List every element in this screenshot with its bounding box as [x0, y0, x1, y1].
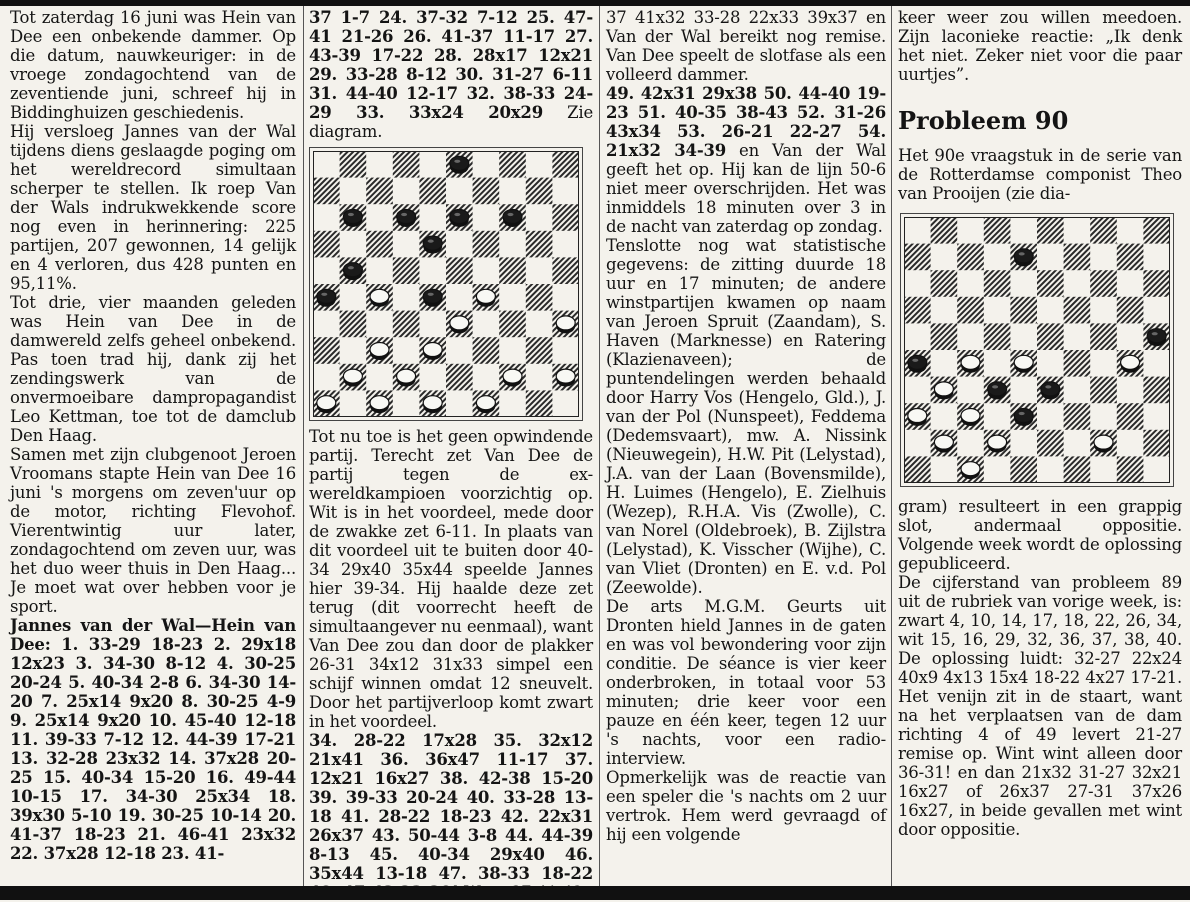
footer-rule: [0, 886, 1190, 900]
board-square: [1090, 323, 1117, 350]
problem-heading: Probleem 90: [898, 106, 1069, 135]
white-piece: [908, 409, 927, 427]
white-piece: [317, 396, 336, 414]
column-3: [606, 8, 886, 844]
board-square: [526, 178, 553, 205]
column-4: [898, 8, 1182, 839]
white-piece: [397, 369, 416, 387]
board-square: [1037, 270, 1064, 297]
board-square: [366, 231, 393, 258]
board-square: [1010, 456, 1037, 483]
diagram-reference: Zie diagram.: [309, 103, 594, 141]
black-piece: [503, 210, 522, 228]
board-square: [340, 151, 367, 178]
white-piece: [503, 369, 522, 387]
white-piece: [476, 396, 495, 414]
white-piece: [961, 355, 980, 373]
header-rule: [0, 0, 1190, 6]
white-piece: [343, 369, 362, 387]
board-square: [526, 390, 553, 417]
board-square: [957, 297, 984, 324]
white-piece: [1094, 435, 1113, 453]
board-square: [931, 217, 958, 244]
paragraph: Tot drie, vier maanden geleden was Hein van Dee in de damwereld zelfs geheel onbekend. Pas toen trad hij, dank zij het zendingswerk van de onvermoeibare dampropagandist Leo Kettman, toe tot de damclub Den Haag.: [10, 293, 296, 445]
black-piece: [1041, 382, 1060, 400]
paragraph: Opmerkelijk was de reactie van een speler die 's nachts om 2 uur vertrok. Hem werd gevraagd of hij een volgende: [606, 768, 886, 844]
white-piece: [961, 462, 980, 480]
board-square: [393, 257, 420, 284]
section-header-block: [40, 0, 180, 6]
game-notation: 34. 28-22 17x28 35. 32x12 21x41 36. 36x47 11-17 37. 12x21 16x27 38. 42-38 15-20 39. 39-33 20-24 40. 33-28 13-18 41. 28-22 18-23 42. 22x31 26x37 43. 50-44 3-8 44. 44-39 8-13 45. 40-34 29x40 46. 35x44 13-18 47. 38-33 18-22: [309, 731, 593, 883]
board-square: [419, 178, 446, 205]
board-square: [393, 151, 420, 178]
white-piece: [423, 343, 442, 361]
board-square: [313, 337, 340, 364]
black-piece: [908, 355, 927, 373]
black-piece: [343, 263, 362, 281]
white-piece: [1014, 355, 1033, 373]
board-square: [340, 311, 367, 338]
board-square: [984, 323, 1011, 350]
black-piece: [1147, 329, 1166, 347]
white-piece: [370, 396, 389, 414]
board-square: [473, 231, 500, 258]
black-piece: [450, 210, 469, 228]
draughts-board-2: [904, 217, 1170, 483]
board-square: [552, 257, 579, 284]
paragraph: gram) resulteert in een grappig slot, andermaal oppositie. Volgende week wordt de oplossing gepubliceerd.: [898, 497, 1182, 573]
board-square: [957, 244, 984, 271]
white-piece: [423, 396, 442, 414]
paragraph: De cijferstand van probleem 89 uit de rubriek van vorige week, is: zwart 4, 10, 14, 17, 18, 22, 26, 34, wit 15, 16, 29, 32, 36, 37, 38, 40. De oplossing luidt: 32-27 22x24 40x9 4x13 15x4 18-22 4x27 17-21. Het venijn zit in de staart, want na het verplaatsen van de dam richting 4 of 49 levert 21-27 remise op. Wint wint alleen door 36-31! en dan 21x32 31-27 32x21 16x27 of 26x37 27-31 37x26 16x27, in beide gevallen met wint door oppositie.: [898, 573, 1182, 839]
board-square: [904, 297, 931, 324]
board-square: [313, 231, 340, 258]
board-square: [984, 217, 1011, 244]
white-piece: [934, 382, 953, 400]
board-square: [1117, 244, 1144, 271]
board-square: [904, 456, 931, 483]
white-piece: [370, 289, 389, 307]
paragraph: Tot zaterdag 16 juni was Hein van Dee een onbekende dammer. Op die datum, nauwkeuriger: in de vroege zondagochtend van de zeventiende juni, schreef hij in Biddinghuizen geschiedenis.: [10, 8, 296, 122]
board-square: [1010, 297, 1037, 324]
board-square: [526, 231, 553, 258]
board-square: [1090, 377, 1117, 404]
white-piece: [556, 369, 575, 387]
board-square: [1037, 430, 1064, 457]
column-divider: [599, 6, 600, 886]
board-square: [1037, 217, 1064, 244]
paragraph-tail: en Van der Wal geeft het op. Hij kan de lijn 50-6 niet meer overschrijden. Het was inmiddels 18 minuten over 3 in de nacht van zaterdag op zondag.: [606, 141, 886, 236]
board-square: [473, 337, 500, 364]
paragraph: Het 90e vraagstuk in de serie van de Rotterdamse componist Theo van Prooijen (zie dia-: [898, 146, 1182, 203]
board-square: [931, 323, 958, 350]
white-piece: [450, 316, 469, 334]
paragraph: Hij versloeg Jannes van der Wal tijdens diens geslaagde poging om het wereldrecord simultaan scherper te stellen. Ik roep Van der Wals indrukwekkende score nog even in herinnering: 225 partijen, 207 gewonnen, 14 gelijk en 4 verloren, dus 428 punten en 95,11%.: [10, 122, 296, 293]
board-square: [1117, 456, 1144, 483]
board-square: [1117, 297, 1144, 324]
board-square: [499, 257, 526, 284]
black-piece: [1014, 249, 1033, 267]
game-notation: 37 1-7 24. 37-32 7-12 25. 47-41 21-26 26. 41-37 11-17 27. 43-39 17-22 28. 28x17 12x21 29. 33-28 8-12 30. 31-27 6-11 31. 44-40 12-17 32. 38-33 24-29 33. 33x24 20x29: [309, 8, 593, 122]
black-piece: [988, 382, 1007, 400]
board-square: [473, 178, 500, 205]
board-square: [1143, 377, 1170, 404]
board-square: [313, 178, 340, 205]
paragraph: Tenslotte nog wat statistische gegevens: de zitting duurde 18 uur en 17 minuten; de andere winstpartijen kwamen op naam van Jeroen Spruit (Zaandam), S. Haven (Marknesse) en Ratering (Klazienaveen); de puntendelingen werden behaald door Harry Vos (Hengelo, Gld.), J. van der Pol (Nunspeet), Feddema (Dedemsvaart), mw. A. Nissink (Nieuwegein), H.W. Pit (Lelystad), J.A. van der Laan (Bovensmilde), H. Luimes (Hengelo), E. Zielhuis (Wezep), R.H.A. Vis (Zwolle), C. van Norel (Oldebroek), B. Zijlstra (Lelystad), K. Visscher (Wijhe), C. van Vliet (Dronten) en E. v.d. Pol (Zeewolde).: [606, 236, 886, 597]
board-square: [552, 151, 579, 178]
diagram-1: [309, 147, 583, 421]
column-divider: [891, 6, 892, 886]
board-square: [1064, 350, 1091, 377]
paragraph: De arts M.G.M. Geurts uit Dronten hield Jannes in de gaten en was vol bewondering voor zijn conditie. De séance is vier keer onderbroken, in totaal voor 53 minuten; drie keer voor een pauze en één keer, tegen 12 uur 's nachts, voor een radio-interview.: [606, 597, 886, 768]
game-notation: Jannes van der Wal—Hein van Dee: 1. 33-29 18-23 2. 29x18 12x23 3. 34-30 8-12 4. 30-25 20-24 5. 40-34 2-8 6. 34-30 14-20 7. 25x14 9x20 8. 30-25 4-9 9. 25x14 9x20 10. 45-40 12-18 11. 39-33 7-12 12. 44-39 17-21 13. 32-28 23x32 14. 37x28 20-25 15. 40-34 15-20 16. 49-44 10-15 17. 34-30 25x34 18. 39x30 5-10 19. 30-25 10-14 20. 41-37 18-23 21. 46-41 23x32 22. 37x28 12-18 23. 41-: [10, 616, 296, 863]
white-piece: [1121, 355, 1140, 373]
column-1: [10, 8, 296, 863]
black-piece: [343, 210, 362, 228]
board-square: [931, 270, 958, 297]
board-square: [1143, 270, 1170, 297]
board-square: [1037, 323, 1064, 350]
black-piece: [1014, 409, 1033, 427]
white-piece: [476, 289, 495, 307]
board-square: [1143, 217, 1170, 244]
board-square: [446, 364, 473, 391]
white-piece: [961, 409, 980, 427]
board-square: [1064, 297, 1091, 324]
black-piece: [450, 156, 469, 174]
board-square: [1090, 217, 1117, 244]
board-square: [1064, 456, 1091, 483]
black-piece: [423, 236, 442, 254]
white-piece: [556, 316, 575, 334]
board-square: [1064, 403, 1091, 430]
board-square: [1090, 270, 1117, 297]
board-square: [1143, 430, 1170, 457]
board-square: [552, 204, 579, 231]
black-piece: [423, 289, 442, 307]
column-2: [309, 8, 593, 902]
board-square: [499, 311, 526, 338]
board-square: [393, 311, 420, 338]
board-square: [366, 178, 393, 205]
draughts-board-1: [313, 151, 579, 417]
board-square: [904, 244, 931, 271]
column-divider: [303, 6, 304, 886]
board-square: [526, 337, 553, 364]
paragraph: Tot nu toe is het geen opwindende partij. Terecht zet Van Dee de partij tegen de ex-wereldkampioen voorzichtig op. Wit is in het voordeel, mede door de zwakke zet 6-11. In plaats van dit voordeel uit te buiten door 40-34 29x40 35x44 speelde Jannes hier 39-34. Hij haalde deze zet terug (dit voorrecht heeft de simultaangever nu eenmaal), want Van Dee zou dan door de plakker 26-31 34x12 31x33 simpel een schijf winnen omdat 12 sneuvelt. Door het partijverloop komt zwart in het voordeel.: [309, 427, 593, 731]
board-square: [499, 151, 526, 178]
board-square: [1117, 403, 1144, 430]
white-piece: [370, 343, 389, 361]
black-piece: [397, 210, 416, 228]
paragraph: keer weer zou willen meedoen. Zijn laconieke reactie: „Ik denk het niet. Zeker niet voor die paar uurtjes”.: [898, 8, 1182, 84]
board-square: [1064, 244, 1091, 271]
white-piece: [934, 435, 953, 453]
game-notation: 49. 42x31 29x38 50. 44-40 19-23 51. 40-35 38-43 52. 31-26 43x34 53. 26-21 22-27 54. 21x32 34-39: [606, 84, 886, 160]
board-square: [984, 270, 1011, 297]
white-piece: [988, 435, 1007, 453]
black-piece: [317, 289, 336, 307]
diagram-2: [900, 213, 1174, 487]
board-square: [526, 284, 553, 311]
paragraph: Samen met zijn clubgenoot Jeroen Vroomans stapte Hein van Dee 16 juni 's morgens om zeven'uur op de motor, richting Flevohof. Vierentwintig uur later, zondagochtend om zeven uur, was het duo weer thuis in Den Haag... Je moet wat over hebben voor je sport.: [10, 445, 296, 616]
board-square: [446, 257, 473, 284]
paragraph: 37 41x32 33-28 22x33 39x37 en Van der Wal bereikt nog remise. Van Dee speelt de slotfase als een volleerd dammer.: [606, 8, 886, 84]
